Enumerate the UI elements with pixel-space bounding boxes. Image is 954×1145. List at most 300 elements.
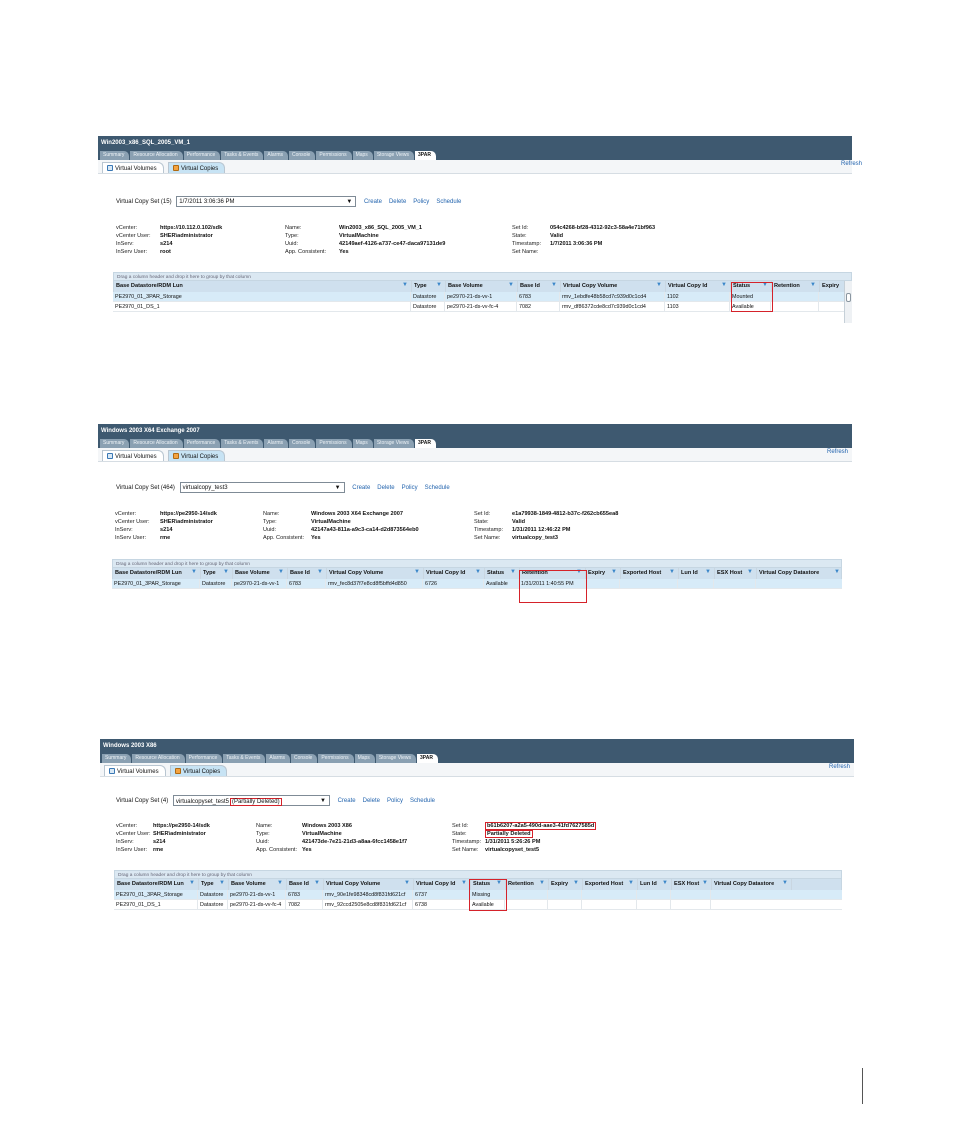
group-by-hint: Drag a column header and drop it here to group by that column (112, 559, 842, 568)
cell-virtual-copy-id: 6737 (413, 890, 470, 899)
col-header-base-id[interactable] (518, 281, 561, 292)
copy-set-row (116, 482, 457, 493)
subtab-virtual-copies[interactable] (168, 450, 225, 461)
filter-icon[interactable]: ▼ (576, 569, 582, 575)
screenshot-vm-x86 (100, 739, 854, 927)
tab-console[interactable]: Console (291, 754, 317, 763)
copy-set-value: virtualcopy_test3 (182, 485, 228, 491)
filter-icon[interactable]: ▼ (810, 282, 816, 288)
subtab-virtual-volumes[interactable] (102, 162, 164, 173)
tab-3par[interactable]: 3PAR (417, 754, 438, 763)
volume-icon (109, 768, 115, 774)
cell-base-datastore: PE2970_01_3PAR_Storage (113, 292, 411, 301)
filter-icon[interactable]: ▼ (317, 569, 323, 575)
copy-set-label: Virtual Copy Set (4) (116, 797, 169, 804)
tab-permissions[interactable]: Permissions (318, 754, 353, 763)
label-name: Name: (285, 225, 302, 231)
label-name: Name: (263, 511, 280, 517)
col-header-label: Retention (508, 881, 534, 887)
filter-icon[interactable]: ▼ (662, 880, 668, 886)
label-set-name: Set Name: (512, 249, 539, 255)
vm-info (256, 822, 407, 854)
col-header-base-volume[interactable] (446, 281, 518, 292)
col-header-base-id[interactable] (287, 879, 324, 890)
tab-performance[interactable]: Performance (184, 439, 221, 448)
filter-icon[interactable]: ▼ (496, 880, 502, 886)
create-link[interactable]: Create (363, 198, 382, 205)
schedule-link[interactable]: Schedule (436, 198, 462, 205)
vcenter-info (115, 510, 217, 542)
create-link[interactable]: Create (352, 484, 371, 491)
filter-icon[interactable]: ▼ (702, 880, 708, 886)
cell-virtual-copy-id: 1103 (665, 302, 730, 311)
cell-lun-id (678, 579, 714, 588)
tab-summary[interactable]: Summary (100, 439, 129, 448)
tab-tasks-events[interactable]: Tasks & Events (221, 439, 263, 448)
filter-icon[interactable]: ▼ (223, 569, 229, 575)
value-type: VirtualMachine (311, 519, 351, 525)
filter-icon[interactable]: ▼ (414, 569, 420, 575)
cell-virtual-copy-volume: rmv_90e1fe98348cd8f831fd621cf (323, 890, 413, 899)
tab-maps[interactable]: Maps (355, 754, 375, 763)
col-header-label: Base Id (520, 283, 540, 289)
label-set-name: Set Name: (452, 847, 479, 853)
table-row[interactable] (112, 579, 842, 589)
col-header-type[interactable] (199, 879, 229, 890)
policy-link[interactable]: Policy (401, 484, 418, 491)
value-app-consistent: Yes (311, 535, 321, 541)
value-set-id: 054c4268-bf28-4312-92c3-58a4e71bf963 (550, 225, 656, 231)
cell-base-volume: pe2970-21-ds-vv-fc-4 (445, 302, 517, 311)
value-set-id: b61b6207-a2a5-490d-aae3-41fd7627585d (487, 823, 595, 829)
cell-esx-host (671, 890, 711, 899)
copy-set-label: Virtual Copy Set (15) (116, 198, 172, 205)
schedule-link[interactable]: Schedule (424, 484, 450, 491)
cell-expiry (819, 302, 844, 311)
tab-alarms[interactable]: Alarms (264, 151, 288, 160)
set-info (452, 822, 596, 854)
col-header-label: Base Volume (231, 881, 266, 887)
value-inserv-user: root (160, 249, 171, 255)
label-name: Name: (256, 823, 273, 829)
col-header-exported-host[interactable] (583, 879, 638, 890)
value-set-name: virtualcopy_test3 (512, 535, 559, 541)
label-uuid: Uuid: (285, 241, 299, 247)
cell-virtual-copy-volume: rmv_1ebdfe48b58cd7c939d0c1cd4 (560, 292, 665, 301)
tab-maps[interactable]: Maps (353, 151, 373, 160)
filter-icon[interactable]: ▼ (277, 880, 283, 886)
filter-icon[interactable]: ▼ (747, 569, 753, 575)
scrollbar-thumb[interactable] (846, 293, 851, 302)
cell-type: Datastore (198, 890, 228, 899)
subtab-label: Virtual Volumes (117, 769, 159, 775)
col-header-expiry[interactable] (820, 281, 845, 292)
page-margin-rule (862, 1068, 863, 1104)
cell-type: Datastore (198, 900, 228, 909)
policy-link[interactable]: Policy (386, 797, 403, 804)
col-header-label: Expiry (822, 283, 840, 289)
delete-link[interactable]: Delete (362, 797, 380, 804)
cell-status: Available (484, 579, 519, 588)
col-header-virtual-copy-datastore[interactable] (712, 879, 792, 890)
col-header-base-datastore[interactable] (113, 568, 201, 579)
col-header-label: Status (487, 570, 505, 576)
group-by-hint: Drag a column header and drop it here to group by that column (113, 272, 852, 281)
tab-storage-views[interactable]: Storage Views (374, 439, 414, 448)
filter-icon[interactable]: ▼ (551, 282, 557, 288)
chevron-down-icon: ▼ (334, 485, 341, 491)
col-header-virtual-copy-id[interactable] (424, 568, 485, 579)
value-vcenter: https://pe2950-14/sdk (153, 823, 210, 829)
copy-set-row (116, 196, 468, 207)
col-header-base-id[interactable] (288, 568, 327, 579)
value-uuid: 42149aef-4126-a737-ce47-daca97131de9 (339, 241, 446, 247)
filter-icon[interactable]: ▼ (475, 569, 481, 575)
col-header-type[interactable] (412, 281, 446, 292)
filter-icon[interactable]: ▼ (404, 880, 410, 886)
tab-console[interactable]: Console (289, 151, 315, 160)
col-header-retention[interactable] (506, 879, 549, 890)
cell-base-id: 7082 (286, 900, 323, 909)
chevron-down-icon: ▼ (346, 199, 353, 205)
tab-permissions[interactable]: Permissions (316, 439, 351, 448)
col-header-label: Virtual Copy Id (668, 283, 708, 289)
label-vcenter: vCenter: (116, 225, 138, 231)
cell-status: Mounted (730, 292, 771, 301)
volume-icon (107, 165, 113, 171)
tab-alarms[interactable]: Alarms (264, 439, 288, 448)
cell-virtual-copy-id: 1102 (665, 292, 730, 301)
label-uuid: Uuid: (256, 839, 270, 845)
tab-3par[interactable]: 3PAR (415, 151, 436, 160)
set-info (474, 510, 618, 542)
cell-virtual-copy-datastore (711, 900, 842, 909)
cell-retention (505, 890, 548, 899)
filter-icon[interactable]: ▼ (436, 282, 442, 288)
col-header-status[interactable] (485, 568, 520, 579)
subtab-label: Virtual Copies (181, 454, 219, 460)
copy-set-value: virtualcopyset_test5 (175, 799, 229, 805)
label-set-id: Set Id: (512, 225, 529, 231)
subtab-virtual-copies[interactable] (170, 765, 227, 776)
filter-icon[interactable]: ▼ (611, 569, 617, 575)
filter-icon[interactable]: ▼ (189, 880, 195, 886)
filter-icon[interactable]: ▼ (628, 880, 634, 886)
tab-storage-views[interactable]: Storage Views (376, 754, 416, 763)
tab-storage-views[interactable]: Storage Views (374, 151, 414, 160)
col-header-base-volume[interactable] (233, 568, 288, 579)
col-header-label: Virtual Copy Datastore (759, 570, 820, 576)
label-vcenter: vCenter: (115, 511, 137, 517)
delete-link[interactable]: Delete (388, 198, 407, 205)
delete-link[interactable]: Delete (377, 484, 395, 491)
refresh-link[interactable]: Refresh (840, 161, 862, 167)
tab-alarms[interactable]: Alarms (266, 754, 290, 763)
vcenter-info (116, 822, 210, 854)
subtab-label: Virtual Volumes (115, 454, 157, 460)
value-vcenter: https://pe2950-14/sdk (160, 511, 217, 517)
col-header-label: Expiry (588, 570, 606, 576)
cell-type: Datastore (200, 579, 232, 588)
cell-base-datastore: PE2970_01_3PAR_Storage (112, 579, 200, 588)
subtab-virtual-volumes[interactable] (102, 450, 164, 461)
cell-base-datastore: PE2970_01_DS_1 (113, 302, 411, 311)
cell-base-volume: pe2970-21-ds-vv-1 (232, 579, 287, 588)
col-header-label: Exported Host (623, 570, 662, 576)
grid-header (112, 568, 842, 579)
cell-base-id: 6783 (287, 579, 326, 588)
vertical-scrollbar[interactable] (844, 281, 852, 323)
col-header-label: Base Datastore/RDM Lun (116, 283, 183, 289)
copy-set-dropdown[interactable] (180, 482, 345, 493)
value-type: VirtualMachine (302, 831, 342, 837)
value-app-consistent: Yes (302, 847, 312, 853)
cell-exported-host (620, 579, 678, 588)
filter-icon[interactable]: ▼ (573, 880, 579, 886)
label-timestamp: Timestamp: (452, 839, 482, 845)
subtab-label: Virtual Copies (181, 166, 219, 172)
label-state: State: (512, 233, 527, 239)
chevron-down-icon: ▼ (319, 798, 326, 804)
cell-virtual-copy-id: 6738 (413, 900, 470, 909)
tab-tasks-events[interactable]: Tasks & Events (223, 754, 265, 763)
col-header-base-datastore[interactable] (115, 879, 199, 890)
col-header-exported-host[interactable] (621, 568, 679, 579)
label-inserv: InServ: (116, 241, 134, 247)
label-vcenter-user: vCenter User: (115, 519, 150, 525)
col-header-label: Base Id (289, 881, 309, 887)
subtab-bar (98, 448, 852, 462)
cell-virtual-copy-volume: rmv_92ccd2505e8cd8f831fd621cf (323, 900, 413, 909)
schedule-link[interactable]: Schedule (409, 797, 435, 804)
cell-base-volume: pe2970-21-ds-vv-1 (228, 890, 286, 899)
col-header-type[interactable] (201, 568, 233, 579)
status-highlight-box (731, 282, 773, 312)
filter-icon[interactable]: ▼ (510, 569, 516, 575)
copies-icon (173, 453, 179, 459)
value-timestamp: 1/7/2011 3:06:36 PM (550, 241, 603, 247)
value-app-consistent: Yes (339, 249, 349, 255)
filter-icon[interactable]: ▼ (191, 569, 197, 575)
tab-summary[interactable]: Summary (102, 754, 131, 763)
tab-console[interactable]: Console (289, 439, 315, 448)
filter-icon[interactable]: ▼ (219, 880, 225, 886)
screenshot-vm-sql (98, 136, 862, 330)
set-info (512, 224, 655, 256)
label-inserv-user: InServ User: (116, 847, 148, 853)
cell-status: Available (730, 302, 771, 311)
status-highlight-box (469, 879, 507, 911)
col-header-virtual-copy-volume[interactable] (327, 568, 424, 579)
filter-icon[interactable]: ▼ (834, 569, 840, 575)
cell-lun-id (637, 900, 671, 909)
col-header-label: Virtual Copy Volume (329, 570, 384, 576)
col-header-expiry[interactable] (549, 879, 583, 890)
filter-icon[interactable]: ▼ (508, 282, 514, 288)
policy-link[interactable]: Policy (413, 198, 430, 205)
value-vcenter: https://10.112.0.102/sdk (160, 225, 223, 231)
vm-info (285, 224, 445, 256)
value-vcenter-user: SHER\administrator (160, 233, 213, 239)
col-header-virtual-copy-id[interactable] (414, 879, 471, 890)
vsphere-tab-bar (100, 753, 854, 763)
label-set-id: Set Id: (474, 511, 491, 517)
vsphere-tab-bar (98, 438, 852, 448)
label-inserv-user: InServ User: (115, 535, 147, 541)
value-inserv: s214 (160, 241, 173, 247)
col-header-virtual-copy-datastore[interactable] (757, 568, 843, 579)
value-uuid: 421473de-7e21-21d3-a8aa-6fcc1458e1f7 (302, 839, 408, 845)
filter-icon[interactable]: ▼ (402, 282, 408, 288)
copies-icon (175, 768, 181, 774)
value-vcenter-user: SHER\administrator (160, 519, 213, 525)
col-header-label: Virtual Copy Id (426, 570, 466, 576)
group-by-hint: Drag a column header and drop it here to group by that column (114, 870, 842, 879)
value-uuid: 42147a43-811a-a9c3-ca14-d2d873564eb0 (311, 527, 419, 533)
filter-icon[interactable]: ▼ (721, 282, 727, 288)
copy-set-dropdown[interactable] (173, 795, 330, 806)
col-header-label: Virtual Copy Volume (563, 283, 618, 289)
partially-deleted-highlight: (Partially Deleted) (231, 799, 280, 805)
col-header-label: Retention (774, 283, 800, 289)
cell-base-id: 6783 (517, 292, 560, 301)
copy-set-dropdown[interactable] (176, 196, 356, 207)
tab-permissions[interactable]: Permissions (316, 151, 351, 160)
vm-title: Win2003_x86_SQL_2005_VM_1 (98, 136, 852, 150)
col-header-label: Virtual Copy Id (416, 881, 456, 887)
filter-icon[interactable]: ▼ (656, 282, 662, 288)
label-set-id: Set Id: (452, 823, 469, 829)
value-name: Windows 2003 X86 (302, 823, 353, 829)
col-header-retention[interactable] (772, 281, 820, 292)
cell-esx-host (714, 579, 756, 588)
subtab-label: Virtual Copies (183, 769, 221, 775)
tab-performance[interactable]: Performance (184, 151, 221, 160)
col-header-base-volume[interactable] (229, 879, 287, 890)
cell-base-id: 7082 (517, 302, 560, 311)
screenshot-vm-exchange (98, 424, 852, 612)
col-header-virtual-copy-volume[interactable] (324, 879, 414, 890)
col-header-label: Type (203, 570, 216, 576)
cell-virtual-copy-datastore (711, 890, 842, 899)
col-header-expiry[interactable] (586, 568, 621, 579)
filter-icon[interactable]: ▼ (762, 282, 768, 288)
subtab-bar (100, 763, 854, 777)
label-vcenter-user: vCenter User: (116, 233, 151, 239)
subtab-virtual-volumes[interactable] (104, 765, 166, 776)
value-inserv: s214 (153, 839, 166, 845)
tab-tasks-events[interactable]: Tasks & Events (221, 151, 263, 160)
retention-highlight-box (519, 570, 587, 603)
cell-virtual-copy-volume: rmv_df86372cde8cd7c939d0c1cd4 (560, 302, 665, 311)
tab-resource-allocation[interactable]: Resource Allocation (130, 151, 182, 160)
tab-maps[interactable]: Maps (353, 439, 373, 448)
label-inserv: InServ: (115, 527, 133, 533)
col-header-label: Base Datastore/RDM Lun (115, 570, 182, 576)
cell-status: Missing (470, 890, 505, 899)
vm-info (263, 510, 419, 542)
tab-resource-allocation[interactable]: Resource Allocation (132, 754, 184, 763)
col-header-virtual-copy-id[interactable] (666, 281, 731, 292)
col-header-label: Status (473, 881, 491, 887)
value-inserv-user: rme (153, 847, 164, 853)
cell-virtual-copy-id: 6726 (423, 579, 484, 588)
cell-expiry (548, 900, 582, 909)
cell-exported-host (582, 890, 637, 899)
subtab-label: Virtual Volumes (115, 166, 157, 172)
col-header-lun-id[interactable] (679, 568, 715, 579)
cell-virtual-copy-volume: rmv_fec8d37f7e8cd8f5bffd4d850 (326, 579, 423, 588)
filter-icon[interactable]: ▼ (278, 569, 284, 575)
label-vcenter: vCenter: (116, 823, 138, 829)
value-set-name: virtualcopyset_test5 (485, 847, 540, 853)
refresh-link[interactable]: Refresh (826, 449, 848, 455)
filter-icon[interactable]: ▼ (461, 880, 467, 886)
cell-base-id: 6783 (286, 890, 323, 899)
tab-resource-allocation[interactable]: Resource Allocation (130, 439, 182, 448)
tab-3par[interactable]: 3PAR (415, 439, 436, 448)
col-header-label: Base Id (290, 570, 310, 576)
label-timestamp: Timestamp: (474, 527, 504, 533)
value-inserv-user: rme (160, 535, 171, 541)
filter-icon[interactable]: ▼ (539, 880, 545, 886)
filter-icon[interactable]: ▼ (705, 569, 711, 575)
refresh-link[interactable]: Refresh (828, 764, 850, 770)
cell-lun-id (637, 890, 671, 899)
subtab-virtual-copies[interactable] (168, 162, 225, 173)
subtab-bar (98, 160, 862, 174)
filter-icon[interactable]: ▼ (314, 880, 320, 886)
label-timestamp: Timestamp: (512, 241, 542, 247)
col-header-lun-id[interactable] (638, 879, 672, 890)
action-links (364, 199, 468, 205)
value-state: Valid (550, 233, 564, 239)
copy-set-label: Virtual Copy Set (464) (116, 484, 175, 491)
col-header-label: Virtual Copy Volume (326, 881, 381, 887)
create-link[interactable]: Create (337, 797, 356, 804)
cell-esx-host (671, 900, 711, 909)
value-timestamp: 1/31/2011 12:46:22 PM (512, 527, 571, 533)
cell-virtual-copy-datastore (756, 579, 842, 588)
col-header-label: Virtual Copy Datastore (714, 881, 775, 887)
cell-base-volume: pe2970-21-ds-vv-1 (445, 292, 517, 301)
col-header-label: ESX Host (674, 881, 700, 887)
cell-exported-host (582, 900, 637, 909)
col-header-virtual-copy-volume[interactable] (561, 281, 666, 292)
col-header-label: Retention (522, 570, 548, 576)
col-header-esx-host[interactable] (672, 879, 712, 890)
cell-expiry (585, 579, 620, 588)
value-type: VirtualMachine (339, 233, 379, 239)
col-header-label: Lun Id (681, 570, 698, 576)
label-app-consistent: App. Consistent: (263, 535, 305, 541)
col-header-esx-host[interactable] (715, 568, 757, 579)
action-links (352, 485, 456, 491)
col-header-label: Base Volume (235, 570, 270, 576)
col-header-base-datastore[interactable] (114, 281, 412, 292)
tab-summary[interactable]: Summary (100, 151, 129, 160)
tab-performance[interactable]: Performance (186, 754, 223, 763)
label-type: Type: (263, 519, 277, 525)
filter-icon[interactable]: ▼ (669, 569, 675, 575)
cell-base-datastore: PE2970_01_3PAR_Storage (114, 890, 198, 899)
copy-set-row (116, 795, 442, 806)
filter-icon[interactable]: ▼ (782, 880, 788, 886)
value-timestamp: 1/31/2011 5:26:26 PM (485, 839, 541, 845)
cell-base-datastore: PE2970_01_DS_1 (114, 900, 198, 909)
label-app-consistent: App. Consistent: (285, 249, 327, 255)
col-header-label: Exported Host (585, 881, 624, 887)
